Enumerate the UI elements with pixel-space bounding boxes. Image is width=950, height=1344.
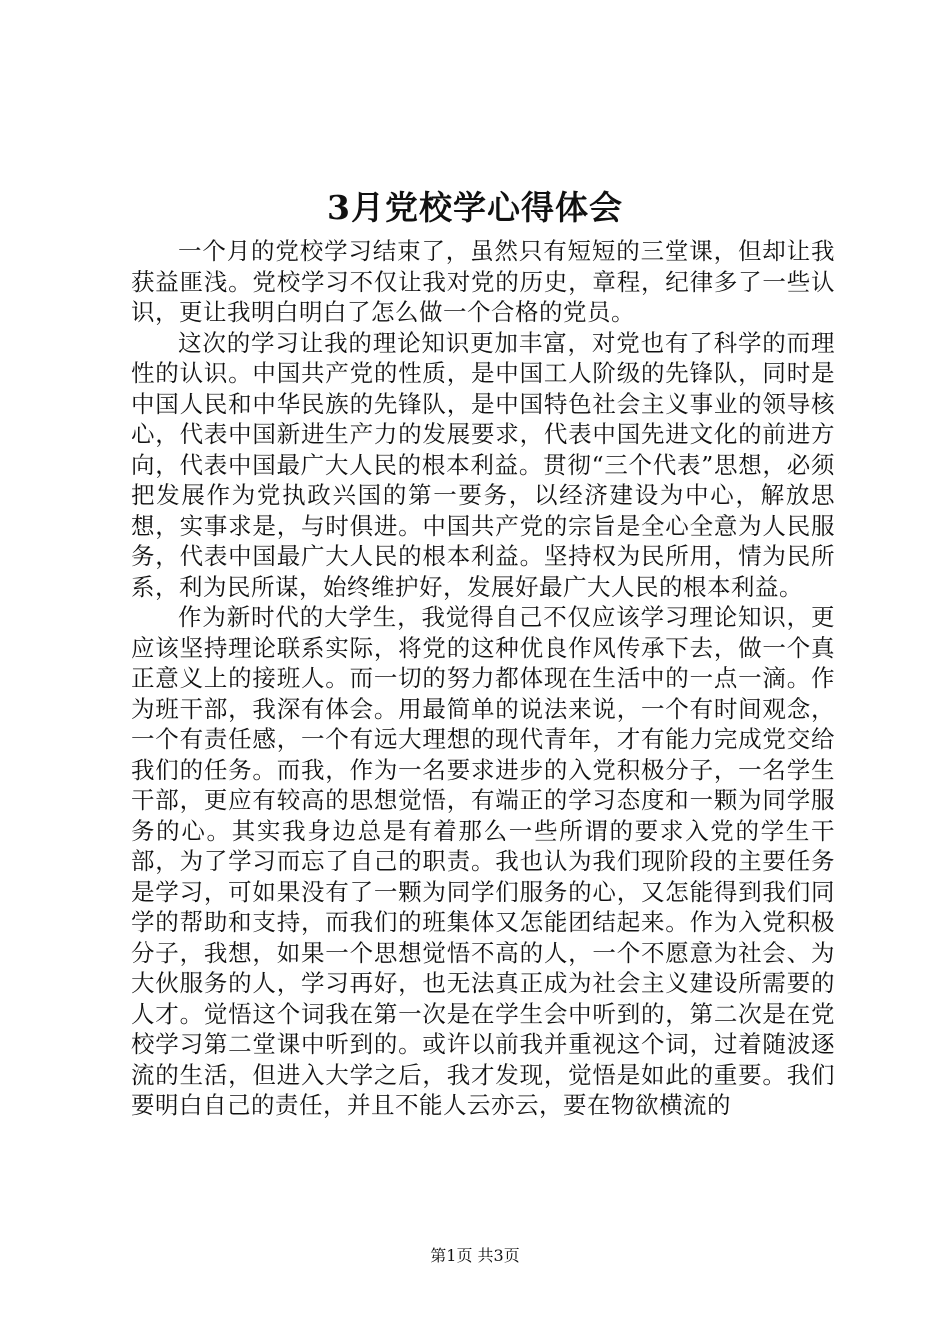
paragraph-3: 作为新时代的大学生，我觉得自己不仅应该学习理论知识，更应该坚持理论联系实际，将党的这种优良作风传承下去，做一个真正意义上的接班人。而一切的努力都体现在生活中的一点一滴。作为班干部，我深有体会。用最简单的说法来说，一个有时间观念，一个有责任感，一个有远大理想的现代青年，才有能力完成党交给我们的任务。而我，作为一名要求进步的入党积极分子，一名学生干部，更应有较高的思想觉悟，有端正的学习态度和一颗为同学服务的心。其实我身边总是有着那么一些所谓的要求入党的学生干部，为了学习而忘了自己的职责。我也认为我们现阶段的主要任务是学习，可如果没有了一颗为同学们服务的心，又怎能得到我们同学的帮助和支持，而我们的班集体又怎能团结起来。作为入党积极分子，我想，如果一个思想觉悟不高的人，一个不愿意为社会、为大伙服务的人，学习再好，也无法真正成为社会主义建设所需要的人才。觉悟这个词我在第一次是在学生会中听到的，第二次是在党校学习第二堂课中听到的。或许以前我并重视这个词，过着随波逐流的生活，但进入大学之后，我才发现，觉悟是如此的重要。我们要明白自己的责任，并且不能人云亦云，要在物欲横流的	[131, 603, 835, 1119]
page-footer: 第1页 共3页	[430, 1246, 520, 1265]
paragraph-2: 这次的学习让我的理论知识更加丰富，对党也有了科学的而理性的认识。中国共产党的性质，是中国工人阶级的先锋队，同时是中国人民和中华民族的先锋队，是中国特色社会主义事业的领导核心，代表中国新进生产力的发展要求，代表中国先进文化的前进方向，代表中国最广大人民的根本利益。贯彻“三个代表”思想，必须把发展作为党执政兴国的第一要务，以经济建设为中心，解放思想，实事求是，与时俱进。中国共产党的宗旨是全心全意为人民服务，代表中国最广大人民的根本利益。坚持权为民所用，情为民所系，利为民所谋，始终维护好，发展好最广大人民的根本利益。	[131, 328, 835, 601]
paragraph-1: 一个月的党校学习结束了，虽然只有短短的三堂课，但却让我获益匪浅。党校学习不仅让我对党的历史，章程，纪律多了一些认识，更让我明白明白了怎么做一个合格的党员。	[131, 237, 835, 326]
document-body	[131, 236, 835, 1121]
document-title: 3月党校学心得体会	[327, 188, 623, 227]
